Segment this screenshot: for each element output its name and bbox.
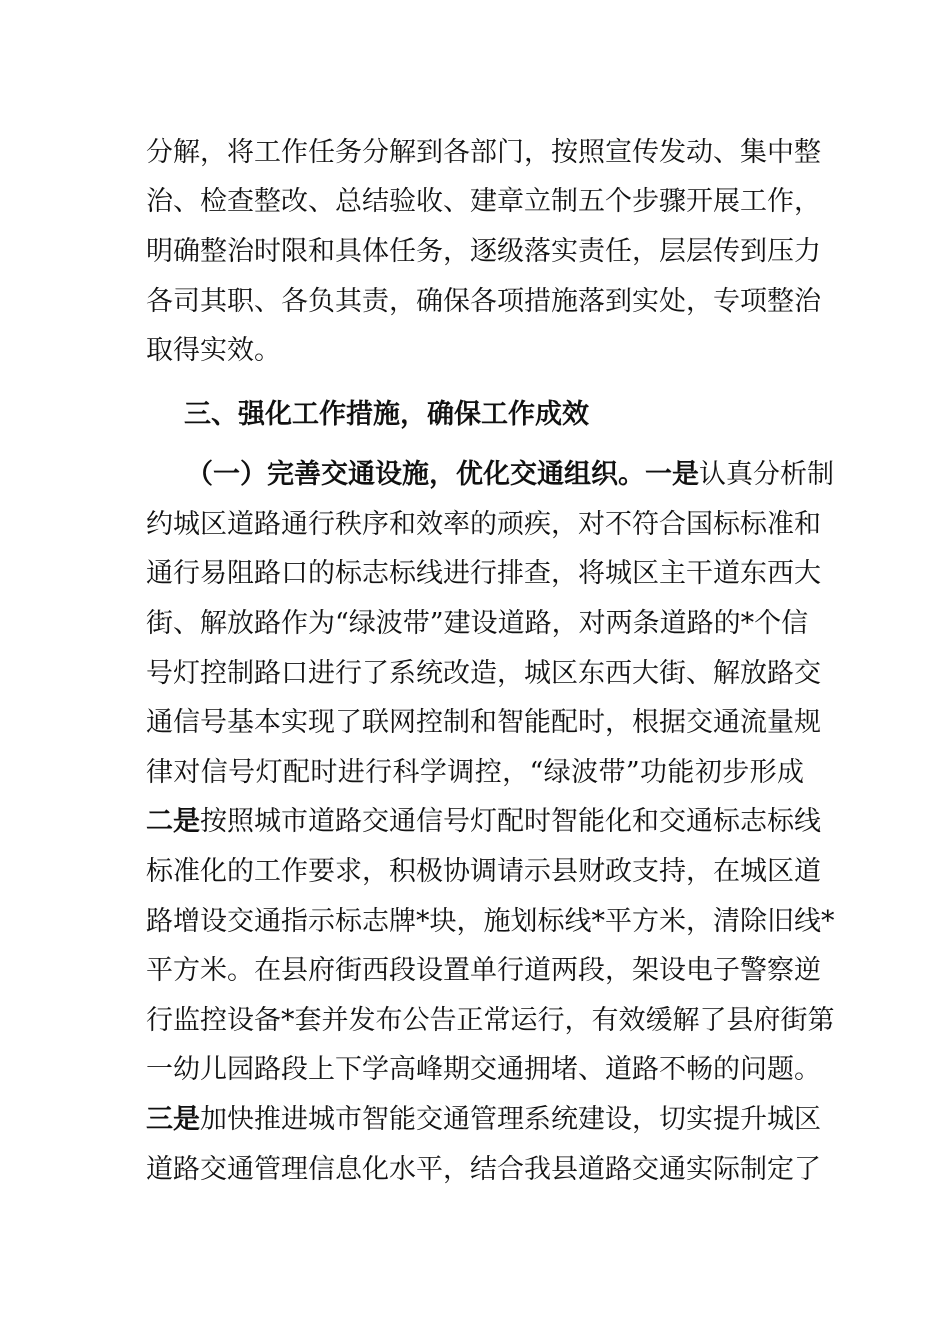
paragraph-1-line-3: 明确整治时限和具体任务，逐级落实责任，层层传到压力: [146, 236, 821, 267]
paragraph-1-line-1: 分解，将工作任务分解到各部门，按照宣传发动、集中整: [146, 137, 821, 168]
paragraph-2-line-14-rest: 加快推进城市智能交通管理系统建设，切实提升城区: [200, 1104, 821, 1135]
paragraph-1-line-5: 取得实效。: [146, 335, 281, 366]
paragraph-2-line-13: 一幼儿园路段上下学高峰期交通拥堵、道路不畅的问题。: [146, 1054, 821, 1085]
paragraph-2-line-1-rest: 认真分析制: [699, 459, 834, 490]
paragraph-2-line-1: [186, 455, 834, 495]
paragraph-2-line-12: 行监控设备*套并发布公告正常运行，有效缓解了县府街第: [146, 1005, 835, 1036]
paragraph-2-line-5: 号灯控制路口进行了系统改造，城区东西大街、解放路交: [146, 658, 821, 689]
marker-three-bold: 三是: [146, 1104, 200, 1135]
section-heading: 三、强化工作措施，确保工作成效: [184, 399, 589, 430]
paragraph-1-line-2: 治、检查整改、总结验收、建章立制五个步骤开展工作，: [146, 186, 821, 217]
paragraph-2-line-11: 平方米。在县府街西段设置单行道两段，架设电子警察逆: [146, 955, 821, 986]
paragraph-2-line-7: 律对信号灯配时进行科学调控，“绿波带”功能初步形成: [146, 757, 804, 788]
paragraph-2-line-3: 通行易阻路口的标志标线进行排查，将城区主干道东西大: [146, 558, 821, 589]
paragraph-2-line-6: 通信号基本实现了联网控制和智能配时，根据交通流量规: [146, 707, 821, 738]
paragraph-2-line-10: 路增设交通指示标志牌*块，施划标线*平方米，清除旧线*: [146, 906, 835, 937]
paragraph-2-line-4: 街、解放路作为“绿波带”建设道路，对两条道路的*个信: [146, 608, 809, 639]
paragraph-2-line-15: 道路交通管理信息化水平，结合我县道路交通实际制定了: [146, 1154, 821, 1185]
paragraph-2-line-2: 约城区道路通行秩序和效率的顽疾，对不符合国标标准和: [146, 509, 821, 540]
subheading-1-bold: （一）完善交通设施，优化交通组织。一是: [186, 459, 699, 490]
paragraph-2-line-9: 标准化的工作要求，积极协调请示县财政支持，在城区道: [146, 856, 821, 887]
paragraph-1-line-4: 各司其职、各负其责，确保各项措施落到实处，专项整治: [146, 286, 821, 317]
marker-two-bold: 二是: [146, 806, 200, 837]
paragraph-2-line-8: [146, 802, 821, 842]
paragraph-2-line-14: [146, 1100, 821, 1140]
paragraph-2-line-8-rest: 按照城市道路交通信号灯配时智能化和交通标志标线: [200, 806, 821, 837]
